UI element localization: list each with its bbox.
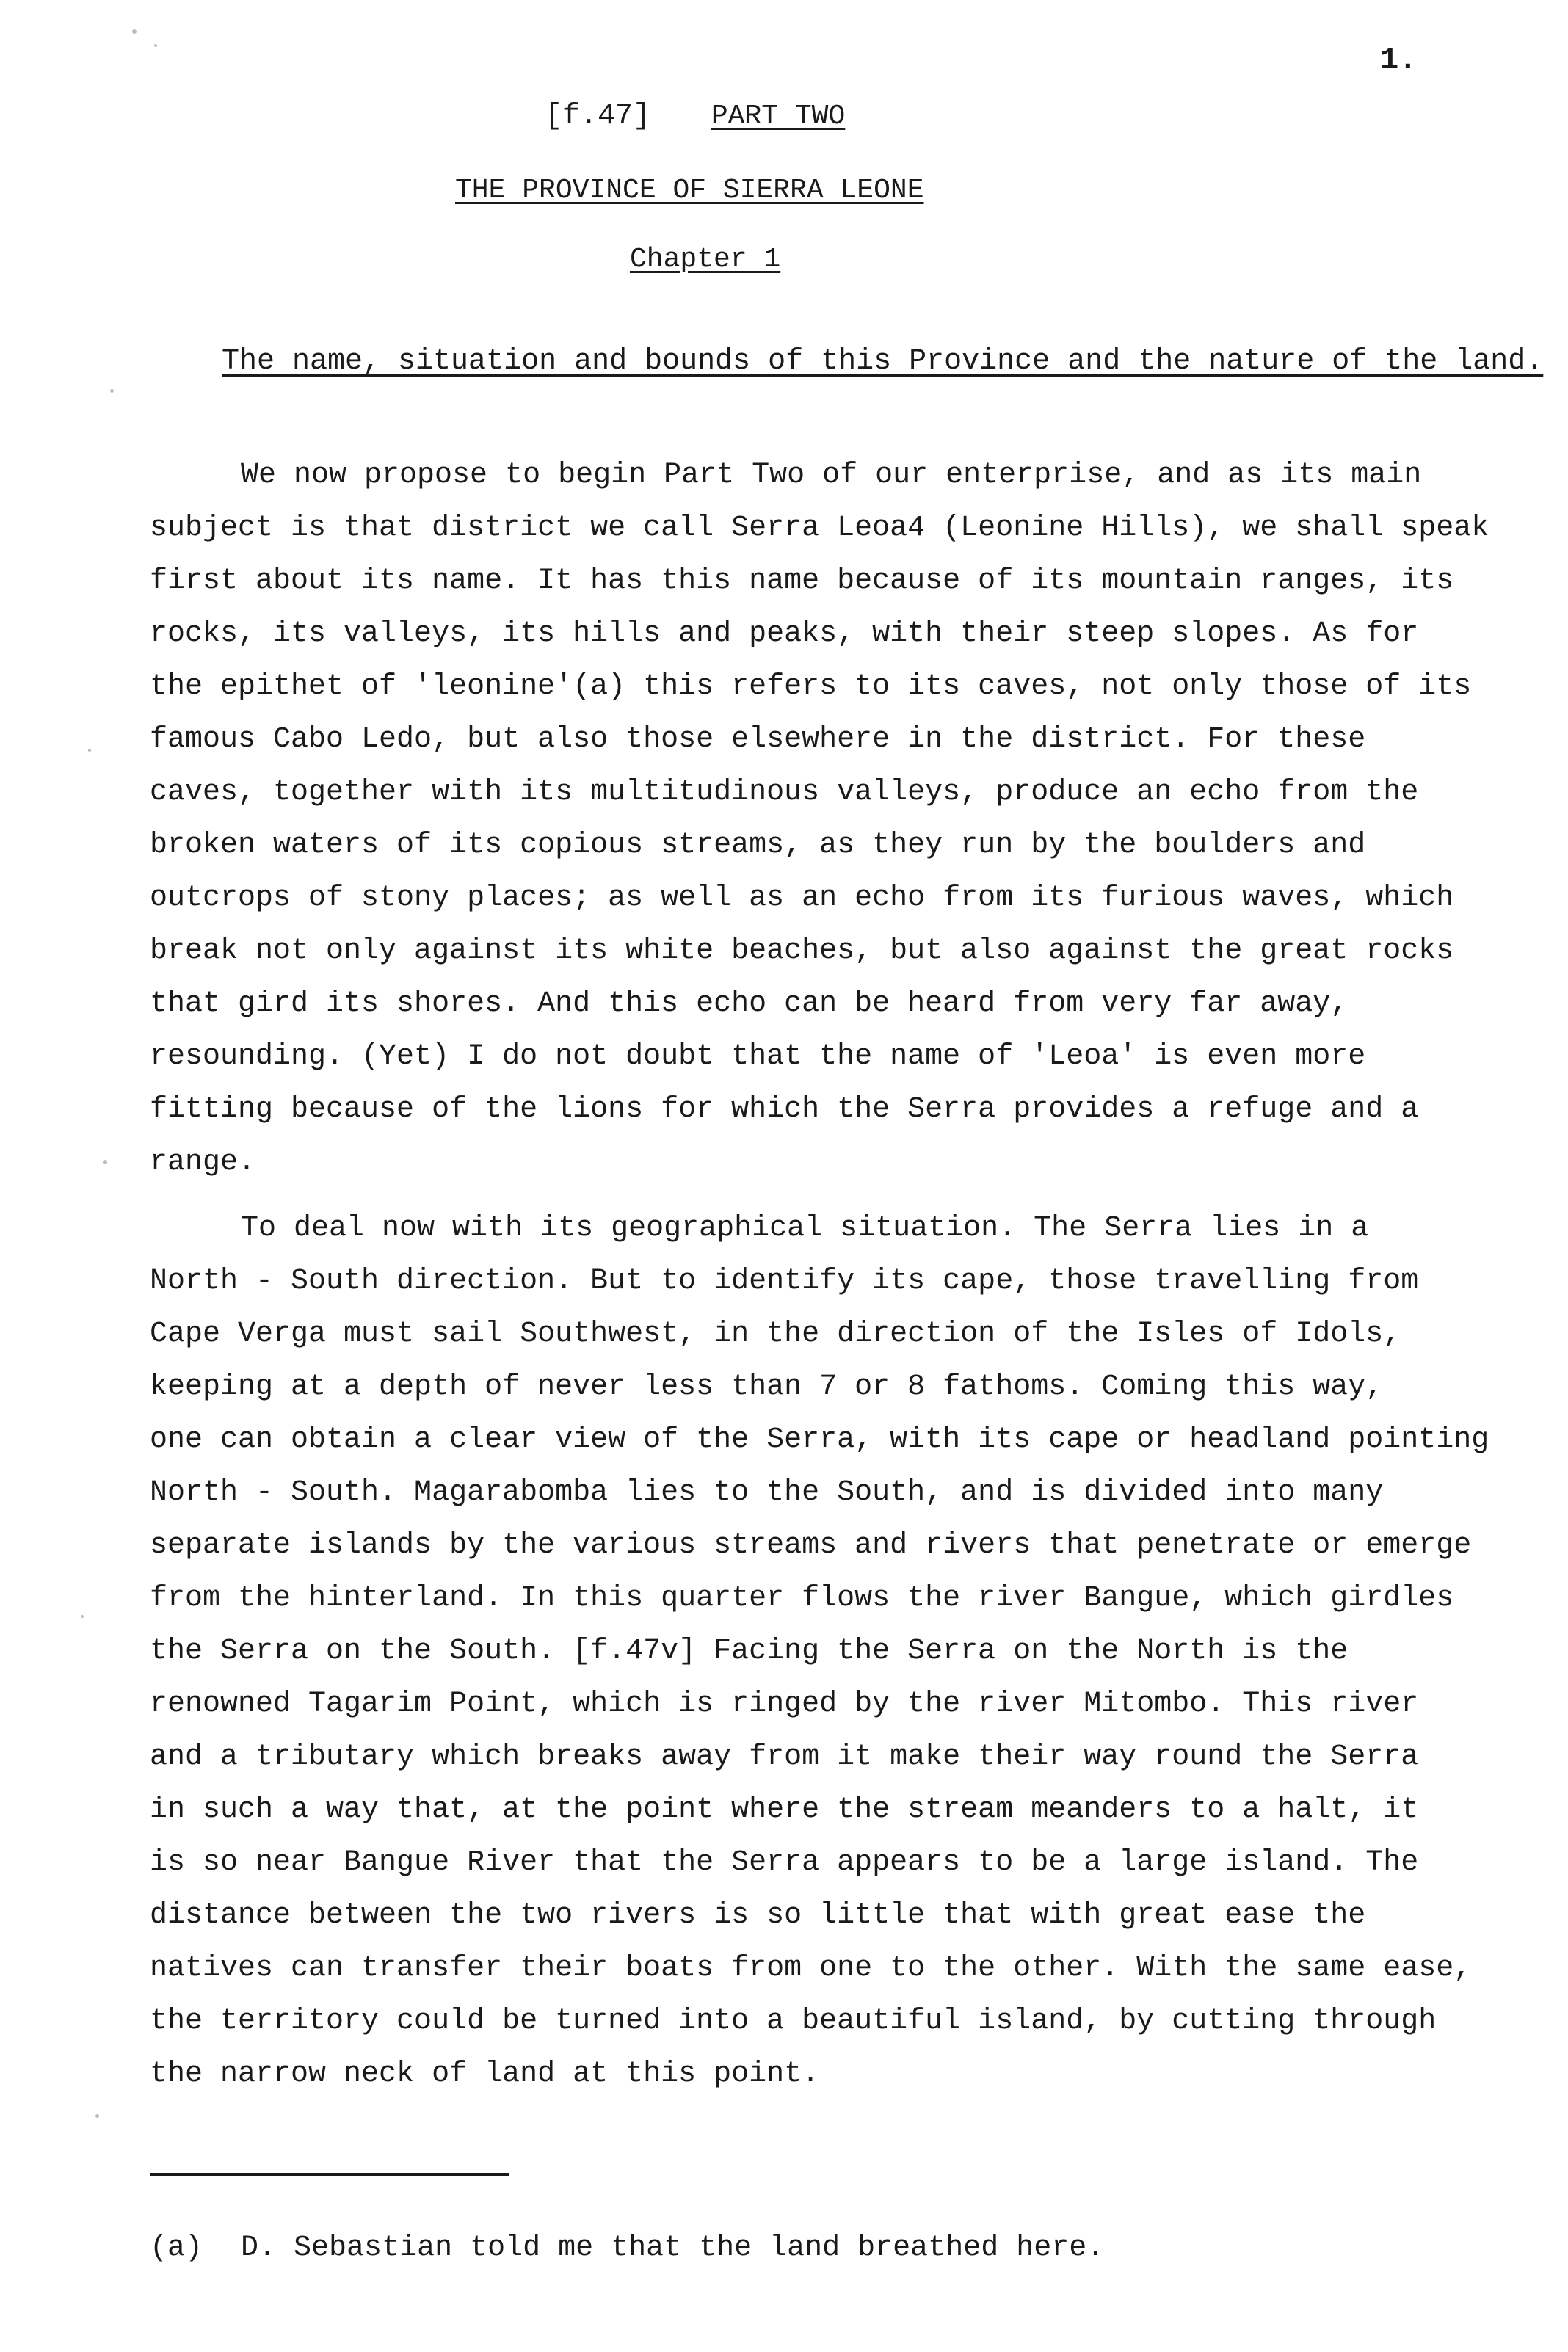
footnote-divider: [150, 2173, 509, 2176]
text-line: outcrops of stony places; as well as an echo from its furious waves, which: [150, 882, 1454, 915]
page-number: 1.: [1380, 43, 1418, 78]
paragraph: [150, 1202, 1530, 2101]
text-line: the narrow neck of land at this point.: [150, 2058, 820, 2091]
scan-speck: [110, 389, 114, 393]
scan-speck: [103, 1160, 107, 1164]
footnote: [150, 2232, 1104, 2265]
text-line: rocks, its valleys, its hills and peaks, with their steep slopes. As for: [150, 617, 1419, 650]
text-line: fitting because of the lions for which the Serra provides a refuge and a: [150, 1093, 1419, 1126]
section-title: The name, situation and bounds of this Province and the nature of the land.: [222, 345, 1544, 378]
province-title: THE PROVINCE OF SIERRA LEONE: [455, 175, 924, 206]
text-line: the Serra on the South. [f.47v] Facing the Serra on the North is the: [150, 1635, 1349, 1668]
text-line: from the hinterland. In this quarter flows the river Bangue, which girdles: [150, 1582, 1454, 1615]
chapter-title: Chapter 1: [630, 244, 781, 275]
paragraph: [150, 449, 1530, 1189]
text-line: range.: [150, 1146, 256, 1179]
text-line: North - South. Magarabomba lies to the South, and is divided into many: [150, 1476, 1384, 1509]
part-heading: [545, 100, 845, 133]
text-line: separate islands by the various streams and rivers that penetrate or emerge: [150, 1529, 1472, 1562]
text-line: one can obtain a clear view of the Serra, with its cape or headland pointing: [150, 1423, 1489, 1456]
text-line: Cape Verga must sail Southwest, in the direction of the Isles of Idols,: [150, 1318, 1401, 1351]
text-line: North - South direction. But to identify its cape, those travelling from: [150, 1265, 1419, 1298]
paragraph-gap: [150, 1189, 1530, 1202]
text-line: break not only against its white beaches, but also against the great rocks: [150, 934, 1454, 968]
text-line: and a tributary which breaks away from it make their way round the Serra: [150, 1741, 1419, 1774]
scan-speck: [88, 749, 91, 752]
scan-speck: [154, 44, 157, 47]
text-line: that gird its shores. And this echo can be heard from very far away,: [150, 987, 1349, 1020]
footnote-text: D. Sebastian told me that the land breathed here.: [241, 2232, 1105, 2265]
part-title: PART TWO: [711, 101, 846, 132]
text-line: the epithet of 'leonine'(a) this refers to its caves, not only those of its: [150, 670, 1472, 703]
scan-speck: [95, 2114, 99, 2118]
scan-speck: [132, 29, 137, 34]
text-line: is so near Bangue River that the Serra appears to be a large island. The: [150, 1846, 1419, 1879]
text-line: natives can transfer their boats from one to the other. With the same ease,: [150, 1952, 1472, 1985]
text-line: broken waters of its copious streams, as they run by the boulders and: [150, 829, 1366, 862]
text-line: caves, together with its multitudinous valleys, produce an echo from the: [150, 776, 1419, 809]
folio-reference: [f.47]: [545, 100, 651, 133]
scan-speck: [81, 1615, 84, 1618]
body-text: [150, 449, 1530, 2101]
text-line: first about its name. It has this name because of its mountain ranges, its: [150, 565, 1454, 598]
text-line: renowned Tagarim Point, which is ringed by the river Mitombo. This river: [150, 1688, 1419, 1721]
text-line: the territory could be turned into a beautiful island, by cutting through: [150, 2005, 1437, 2038]
text-line: famous Cabo Ledo, but also those elsewhere in the district. For these: [150, 723, 1366, 756]
text-line: keeping at a depth of never less than 7 or 8 fathoms. Coming this way,: [150, 1371, 1384, 1404]
footnote-marker: (a): [150, 2232, 203, 2265]
text-line: To deal now with its geographical situation. The Serra lies in a: [241, 1212, 1369, 1245]
text-line: in such a way that, at the point where the stream meanders to a halt, it: [150, 1793, 1419, 1826]
text-line: distance between the two rivers is so little that with great ease the: [150, 1899, 1366, 1932]
text-line: resounding. (Yet) I do not doubt that the name of 'Leoa' is even more: [150, 1040, 1366, 1073]
text-line: We now propose to begin Part Two of our enterprise, and as its main: [241, 459, 1422, 492]
text-line: subject is that district we call Serra Leoa4 (Leonine Hills), we shall speak: [150, 512, 1489, 545]
